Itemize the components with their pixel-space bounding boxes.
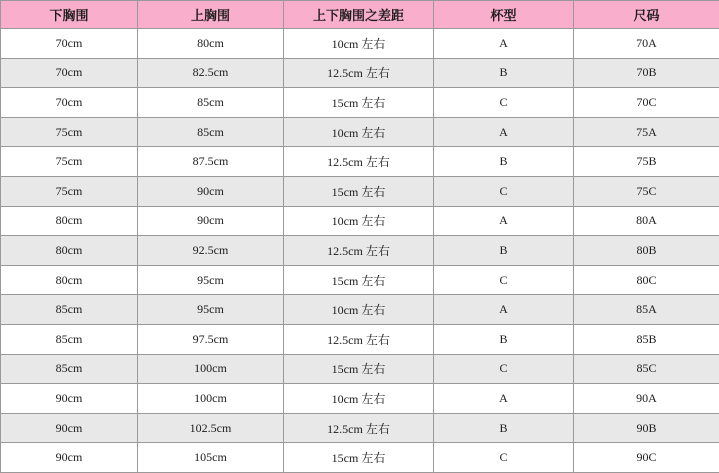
table-cell: 85C: [574, 354, 719, 384]
table-row: [1, 236, 719, 266]
table-cell: 82.5cm: [138, 58, 284, 88]
header-cell-1: 下胸围: [1, 1, 138, 29]
table-cell: 12.5cm 左右: [284, 413, 434, 443]
table-row: [1, 88, 719, 118]
table-cell: 75cm: [1, 117, 138, 147]
table-row: [1, 384, 719, 414]
table-cell: 95cm: [138, 295, 284, 325]
table-cell: 85cm: [1, 354, 138, 384]
header-row: [1, 1, 719, 29]
table-cell: 12.5cm 左右: [284, 236, 434, 266]
table-cell: 10cm 左右: [284, 117, 434, 147]
table-cell: A: [434, 29, 574, 59]
table-cell: 90A: [574, 384, 719, 414]
table-row: [1, 295, 719, 325]
table-row: [1, 443, 719, 473]
table-cell: 90cm: [1, 413, 138, 443]
table-cell: B: [434, 58, 574, 88]
table-cell: 80C: [574, 265, 719, 295]
table-cell: 70A: [574, 29, 719, 59]
table-row: [1, 265, 719, 295]
header-cell-4: 杯型: [434, 1, 574, 29]
table-cell: 100cm: [138, 354, 284, 384]
table-cell: 15cm 左右: [284, 88, 434, 118]
table-cell: C: [434, 265, 574, 295]
table-row: [1, 413, 719, 443]
table-cell: 15cm 左右: [284, 176, 434, 206]
table-row: [1, 29, 719, 59]
table-cell: C: [434, 88, 574, 118]
table-cell: C: [434, 354, 574, 384]
table-cell: 85B: [574, 324, 719, 354]
table-cell: 90C: [574, 443, 719, 473]
header-cell-5: 尺码: [574, 1, 719, 29]
table-cell: C: [434, 176, 574, 206]
table-row: [1, 117, 719, 147]
table-cell: 85cm: [1, 295, 138, 325]
table-cell: 80B: [574, 236, 719, 266]
table-row: [1, 206, 719, 236]
table-cell: 85A: [574, 295, 719, 325]
table-cell: A: [434, 206, 574, 236]
table-cell: 80cm: [1, 265, 138, 295]
table-cell: A: [434, 295, 574, 325]
header-cell-2: 上胸围: [138, 1, 284, 29]
table-cell: 15cm 左右: [284, 265, 434, 295]
table-cell: A: [434, 117, 574, 147]
table-cell: 75C: [574, 176, 719, 206]
table-cell: 87.5cm: [138, 147, 284, 177]
table-cell: 95cm: [138, 265, 284, 295]
table-cell: 12.5cm 左右: [284, 324, 434, 354]
table-cell: 80A: [574, 206, 719, 236]
table-cell: 10cm 左右: [284, 206, 434, 236]
table-cell: 90cm: [1, 443, 138, 473]
table-cell: B: [434, 147, 574, 177]
header-cell-3: 上下胸围之差距: [284, 1, 434, 29]
table-cell: B: [434, 413, 574, 443]
table-row: [1, 354, 719, 384]
table-cell: 12.5cm 左右: [284, 147, 434, 177]
table-cell: 90cm: [138, 176, 284, 206]
table-cell: 15cm 左右: [284, 443, 434, 473]
table-cell: 15cm 左右: [284, 354, 434, 384]
table-cell: A: [434, 384, 574, 414]
table-cell: C: [434, 443, 574, 473]
table-cell: 12.5cm 左右: [284, 58, 434, 88]
table-cell: 85cm: [138, 88, 284, 118]
table-cell: 10cm 左右: [284, 29, 434, 59]
table-cell: 85cm: [1, 324, 138, 354]
table-cell: 85cm: [138, 117, 284, 147]
table-cell: 70cm: [1, 58, 138, 88]
table-cell: 70cm: [1, 29, 138, 59]
table-cell: 10cm 左右: [284, 384, 434, 414]
table-cell: B: [434, 236, 574, 266]
table-cell: 75B: [574, 147, 719, 177]
table-cell: 102.5cm: [138, 413, 284, 443]
table-cell: 80cm: [1, 236, 138, 266]
table-cell: B: [434, 324, 574, 354]
table-cell: 70B: [574, 58, 719, 88]
table-cell: 80cm: [138, 29, 284, 59]
table-cell: 105cm: [138, 443, 284, 473]
table-cell: 90B: [574, 413, 719, 443]
table-cell: 100cm: [138, 384, 284, 414]
table-cell: 90cm: [138, 206, 284, 236]
table-cell: 75A: [574, 117, 719, 147]
table-cell: 92.5cm: [138, 236, 284, 266]
table-row: [1, 147, 719, 177]
table-cell: 70C: [574, 88, 719, 118]
table-cell: 10cm 左右: [284, 295, 434, 325]
table-row: [1, 58, 719, 88]
table-row: [1, 324, 719, 354]
table-cell: 97.5cm: [138, 324, 284, 354]
table-cell: 75cm: [1, 176, 138, 206]
table-cell: 75cm: [1, 147, 138, 177]
table-cell: 70cm: [1, 88, 138, 118]
table-row: [1, 176, 719, 206]
table-body: [1, 29, 719, 473]
table-cell: 80cm: [1, 206, 138, 236]
table-cell: 90cm: [1, 384, 138, 414]
